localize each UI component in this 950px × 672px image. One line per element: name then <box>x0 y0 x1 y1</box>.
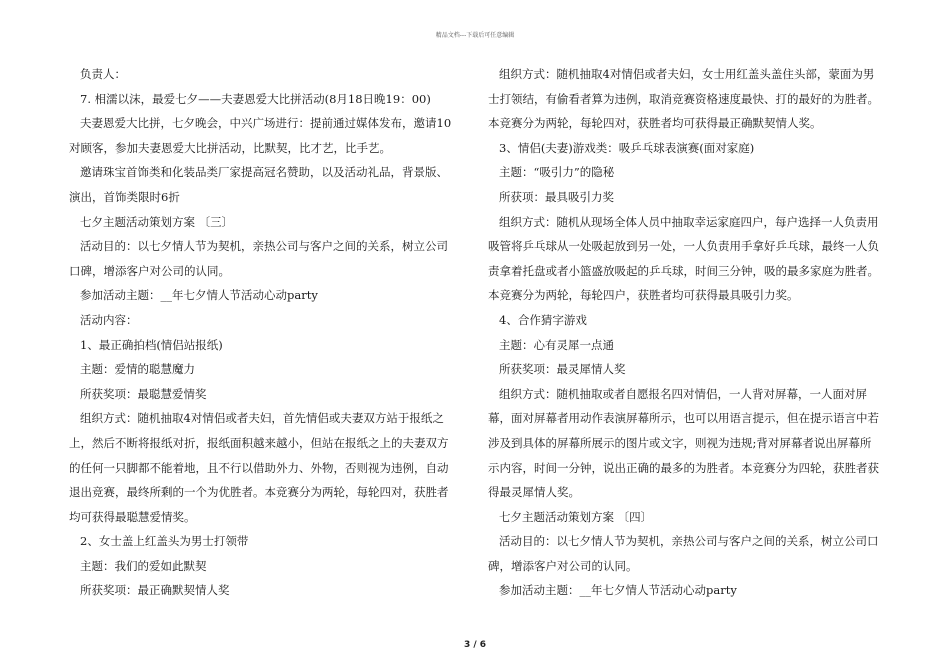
paragraph: 主题：心有灵犀一点通 <box>499 337 614 352</box>
paragraph: 主题：爱情的聪慧魔力 <box>80 362 195 377</box>
paragraph: 组织方式：随机抽取或者自愿报名四对情侣，一人背对屏幕，一人面对屏幕，面对屏幕者用动作表演屏幕所示，也可以用语言提示，但在提示语言中若涉及到具体的屏幕所展示的图片或文字，则视为违规;背对屏幕者说出屏幕所示内容，时间一分钟，说出正确的最多的为胜者。本竞赛分为四轮，获胜者获得最灵犀情人奖。 <box>488 386 879 500</box>
page-number: 3 / 6 <box>463 640 487 650</box>
item-heading: 2、女士盖上红盖头为男士打领带 <box>80 534 249 549</box>
left-column <box>69 62 454 603</box>
paragraph: 夫妻恩爱大比拼，七夕晚会，中兴广场进行：提前通过媒体发布，邀请10对顾客，参加夫妻恩爱大比拼活动，比默契，比才艺，比手艺。 <box>69 116 452 155</box>
section-title: 七夕主题活动策划方案 〔三〕 <box>80 214 234 229</box>
section-title: 七夕主题活动策划方案 〔四〕 <box>499 509 653 524</box>
paragraph: 活动目的：以七夕情人节为契机，亲热公司与客户之间的关系，树立公司口碑，增添客户对公司的认同。 <box>69 239 448 278</box>
paragraph: 所获奖项：最正确默契情人奖 <box>80 583 230 598</box>
paragraph: 主题：我们的爱如此默契 <box>80 558 207 573</box>
paragraph: 参加活动主题：__年七夕情人节活动心动party <box>499 583 737 598</box>
page-header: 精品文档---下载后可任意编辑 <box>435 32 515 39</box>
right-column <box>488 62 880 603</box>
paragraph: 主题：“吸引力”的隐秘 <box>499 165 615 180</box>
paragraph: 所获奖项：最聪慧爱情奖 <box>80 386 207 401</box>
paragraph: 活动内容： <box>80 312 138 327</box>
paragraph: 邀请珠宝首饰类和化装品类厂家提高冠名赞助，以及活动礼品，背景版、演出，首饰类限时6折 <box>69 165 448 204</box>
item-heading: 1、最正确拍档(情侣站报纸) <box>80 337 223 352</box>
paragraph: 7. 相濡以沫，最爱七夕——夫妻恩爱大比拼活动(8月18日晚19：00) <box>80 91 431 106</box>
paragraph: 组织方式：随机抽取4对情侣或者夫妇，首先情侣或夫妻双方站于报纸之上，然后不断将报纸对折，报纸面积越来越小，但站在报纸之上的夫妻双方的任何一只脚都不能着地，且不行以借助外力、外物，否则视为违例，自动退出竞赛，最终所剩的一个为优胜者。本竞赛分为两轮，每轮四对，获胜者均可获得最聪慧爱情奖。 <box>69 411 449 524</box>
paragraph: 所获奖项：最灵犀情人奖 <box>499 362 626 377</box>
item-heading: 4、合作猜字游戏 <box>499 312 587 327</box>
paragraph: 活动目的：以七夕情人节为契机，亲热公司与客户之间的关系，树立公司口碑，增添客户对公司的认同。 <box>488 534 879 573</box>
paragraph: 组织方式：随机抽取4对情侣或者夫妇，女士用红盖头盖住头部，蒙面为男士打领结，有偷看者算为违例，取消竞赛资格速度最快、打的最好的为胜者。本竞赛分为两轮，每轮四对，获胜者均可获得最正确默契情人奖。 <box>488 67 879 131</box>
paragraph: 所获项：最具吸引力奖 <box>499 189 614 204</box>
item-heading: 3、情侣(夫妻)游戏类：吸乒乓球表演赛(面对家庭) <box>499 140 755 155</box>
paragraph: 负责人： <box>80 67 126 81</box>
paragraph: 参加活动主题：__年七夕情人节活动心动party <box>80 288 318 303</box>
paragraph: 组织方式：随机从现场全体人员中抽取幸运家庭四户，每户选择一人负责用吸管将乒乓球从一处吸起放到另一处，一人负责用手拿好乒乓球，最终一人负责拿着托盘或者小篮盛放吸起的乒乓球，时间三分钟，吸的最多家庭为胜者。本竞赛分为两轮，每轮四户，获胜者均可获得最具吸引力奖。 <box>488 214 879 303</box>
